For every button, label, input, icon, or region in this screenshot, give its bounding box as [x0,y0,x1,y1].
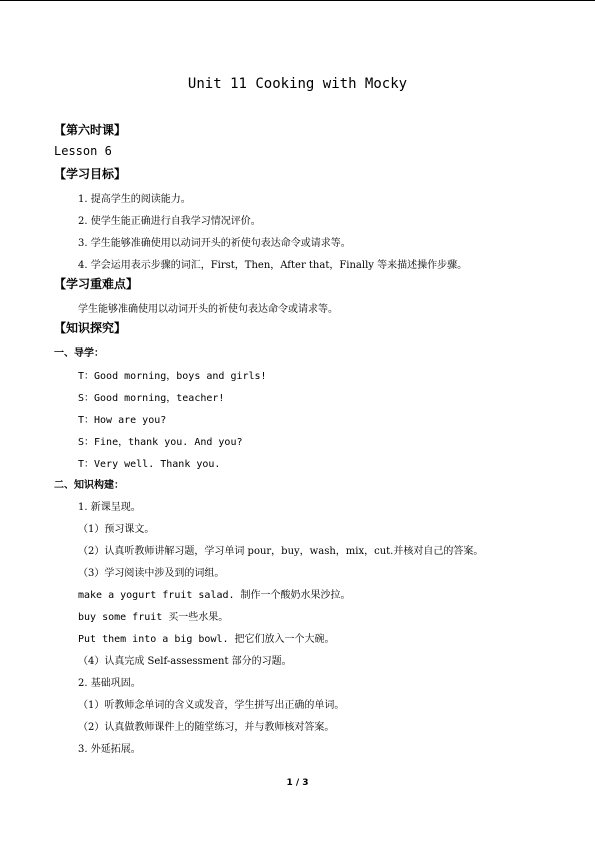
phrase-line: Put them into a big bowl. 把它们放入一个大碗。 [78,634,335,645]
heading-explore: 【知识探究】 [54,321,127,335]
dialog-line: T：How are you? [78,415,167,426]
goal-item: 3. 学生能够准确使用以动词开头的祈使句表达命令或请求等。 [78,238,351,249]
phrase-line: buy some fruit 买一些水果。 [78,612,229,623]
heading-goals: 【学习目标】 [54,167,127,181]
top-border-line [0,0,595,1]
lesson-label: Lesson 6 [54,144,112,158]
dialog-line: S：Good morning，teacher! [78,393,225,404]
build-item: （1）听教师念单词的含义或发音，学生拼写出正确的单词。 [78,700,345,711]
goal-item: 1. 提高学生的阅读能力。 [78,194,191,205]
dialog-line: T：Good morning，boys and girls! [78,371,267,382]
document-title: Unit 11 Cooking with Mocky [187,76,408,92]
page-number: 1 / 3 [286,778,309,788]
heading-key-points: 【学习重难点】 [54,277,139,291]
section-guide: 一、导学： [54,348,104,359]
section-build: 二、知识构建： [54,480,124,491]
goal-item: 2. 使学生能正确进行自我学习情况评价。 [78,216,261,227]
build-item: （2）认真听教师讲解习题，学习单词 pour，buy，wash，mix，cut.并核对自己的答案。 [78,546,484,557]
build-item: （4）认真完成 Self-assessment 部分的习题。 [78,656,292,667]
goal-item: 4. 学会运用表示步骤的词汇，First，Then，After that，Finally 等来描述操作步骤。 [78,260,468,271]
build-item: （2）认真做教师课件上的随堂练习，并与教师核对答案。 [78,722,335,733]
dialog-line: S：Fine，thank you. And you? [78,437,243,448]
phrase-line: make a yogurt fruit salad. 制作一个酸奶水果沙拉。 [78,590,351,601]
build-item: 2. 基础巩固。 [78,678,141,689]
build-item: （1）预习课文。 [78,524,155,535]
heading-period: 【第六时课】 [54,123,127,137]
build-item: （3）学习阅读中涉及到的词组。 [78,568,225,579]
dialog-line: T：Very well. Thank you. [78,459,221,470]
build-item: 1. 新课呈现。 [78,502,141,513]
build-item: 3. 外延拓展。 [78,744,141,755]
key-points-text: 学生能够准确使用以动词开头的祈使句表达命令或请求等。 [78,304,338,315]
